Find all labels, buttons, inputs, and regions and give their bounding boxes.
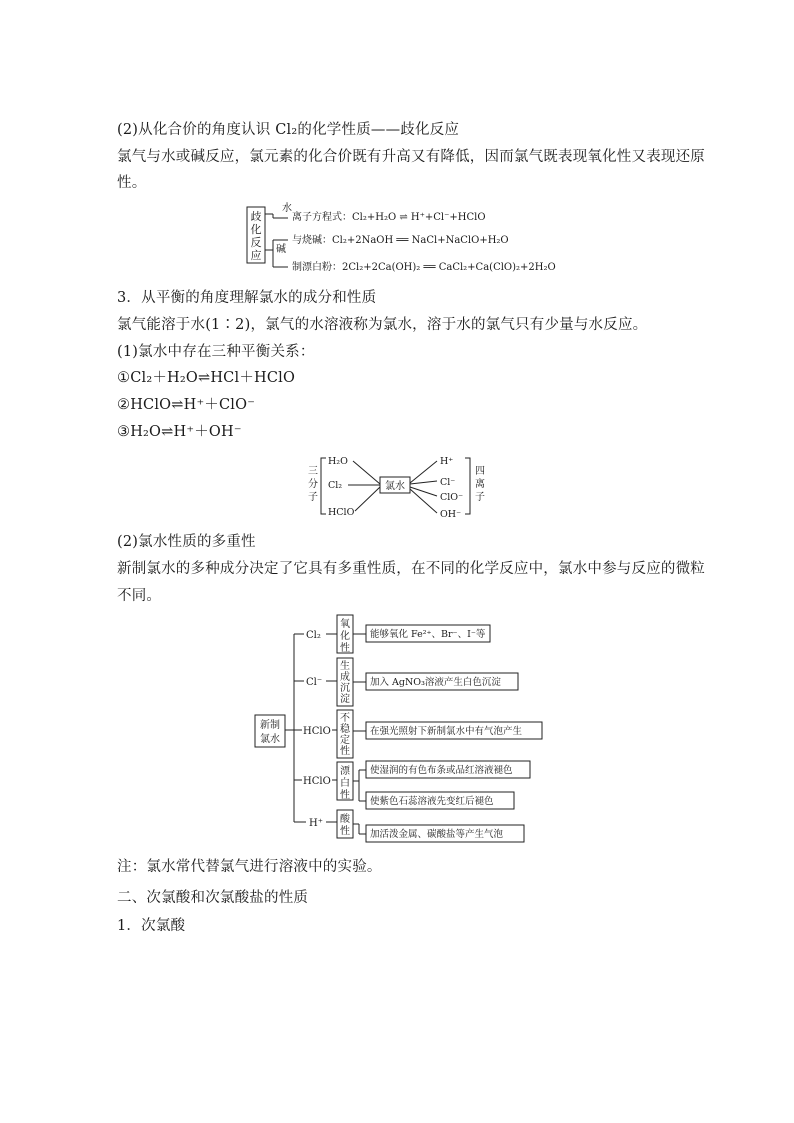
bleach-equation: 制漂白粉：2Cl₂+2Ca(OH)₂ ══ CaCl₂+Ca(ClO)₂+2H₂O: [292, 262, 556, 273]
naoh-equation: 与烧碱：Cl₂+2NaOH ══ NaCl+NaClO+H₂O: [292, 235, 509, 246]
molecule-cl2: Cl₂: [328, 480, 343, 491]
property-char: 淀: [340, 694, 350, 705]
property-char: 酸: [340, 814, 350, 825]
subsection-heading: (2)氯水性质的多重性: [117, 534, 256, 550]
alkali-label: 碱: [276, 244, 286, 255]
molecule-h2o: H₂O: [328, 456, 348, 467]
property-char: 氧: [340, 619, 350, 630]
water-label: 水: [282, 203, 292, 214]
effect-text: 在强光照射下新制氯水中有气泡产生: [370, 726, 523, 737]
effect-text: 使湿润的有色布条或品红溶液褪色: [370, 765, 513, 776]
effect-text: 加入 AgNO₃溶液产生白色沉淀: [370, 677, 501, 688]
section-heading-disproportionation: (2)从化合价的角度认识 Cl₂的化学性质——歧化反应: [117, 122, 460, 138]
property-char: 成: [340, 672, 350, 683]
section-heading-equilibrium: 3．从平衡的角度理解氯水的成分和性质: [117, 290, 377, 306]
subsection-heading: 1．次氯酸: [117, 918, 186, 934]
chlorine-water-properties-diagram: [254, 612, 544, 848]
equation-1: ①Cl₂＋H₂O⇌HCl＋HClO: [117, 370, 296, 386]
paragraph-line: 氯气与水或碱反应，氯元素的化合价既有升高又有降低，因而氯气既表现氧化性又表现还原: [117, 149, 705, 165]
property-char: 生: [340, 661, 350, 672]
right-label-char: 离: [475, 479, 485, 490]
ion-cl: Cl⁻: [440, 477, 456, 488]
note: 注：氯水常代替氯气进行溶液中的实验。: [117, 859, 382, 875]
diagram1-box-char: 歧: [250, 210, 262, 223]
chlorine-water-node: 氯水: [385, 481, 405, 492]
ion-oh: OH⁻: [440, 509, 462, 520]
root-label: 氯水: [260, 734, 280, 745]
right-label-char: 四: [475, 466, 485, 477]
property-char: 白: [340, 778, 350, 789]
disproportionation-diagram: [240, 200, 560, 278]
property-char: 性: [340, 790, 350, 801]
species-cl2: Cl₂: [306, 630, 321, 641]
ion-clo: ClO⁻: [440, 492, 464, 503]
ion-h: H⁺: [440, 456, 454, 467]
effect-text: 使紫色石蕊溶液先变红后褪色: [370, 796, 494, 807]
property-char: 漂: [340, 766, 350, 777]
species-cl-ion: Cl⁻: [306, 677, 323, 688]
diagram1-box-char: 应: [250, 249, 262, 262]
property-char: 性: [340, 826, 350, 837]
left-label-char: 分: [308, 479, 318, 490]
molecule-hclo: HClO: [328, 507, 355, 518]
property-char: 沉: [340, 683, 350, 694]
effect-text: 加活泼金属、碳酸盐等产生气泡: [370, 829, 504, 840]
subsection-heading: (1)氯水中存在三种平衡关系：: [117, 344, 315, 360]
paragraph-line: 性。: [117, 175, 147, 191]
chlorine-water-components-diagram: [300, 450, 500, 522]
property-char: 性: [340, 643, 350, 654]
property-char: 性: [340, 746, 350, 757]
left-label-char: 子: [308, 492, 318, 503]
right-label-char: 子: [475, 492, 485, 503]
species-hclo: HClO: [303, 776, 331, 787]
left-label-char: 三: [308, 466, 318, 477]
paragraph-line: 不同。: [117, 588, 162, 604]
paragraph-line: 新制氯水的多种成分决定了它具有多重性质，在不同的化学反应中，氯水中参与反应的微粒: [117, 561, 705, 577]
ionic-equation: 离子方程式：Cl₂+H₂O ⇌ H⁺+Cl⁻+HClO: [292, 212, 486, 223]
root-label: 新制: [260, 720, 280, 731]
property-char: 稳: [340, 724, 350, 735]
species-h-ion: H⁺: [309, 818, 323, 829]
part-heading: 二、次氯酸和次氯酸盐的性质: [117, 890, 309, 906]
paragraph-line: 氯气能溶于水(1∶2)，氯气的水溶液称为氯水，溶于水的氯气只有少量与水反应。: [117, 317, 648, 333]
species-hclo: HClO: [303, 726, 331, 737]
property-char: 定: [340, 735, 350, 746]
effect-text: 能够氧化 Fe²⁺、Br⁻、I⁻等: [370, 629, 486, 640]
diagram1-box-char: 反: [250, 236, 262, 249]
equation-2: ②HClO⇌H⁺＋ClO⁻: [117, 397, 256, 413]
equation-3: ③H₂O⇌H⁺＋OH⁻: [117, 424, 242, 440]
property-char: 不: [340, 713, 350, 724]
diagram1-box-char: 化: [250, 223, 262, 236]
property-char: 化: [340, 631, 350, 642]
